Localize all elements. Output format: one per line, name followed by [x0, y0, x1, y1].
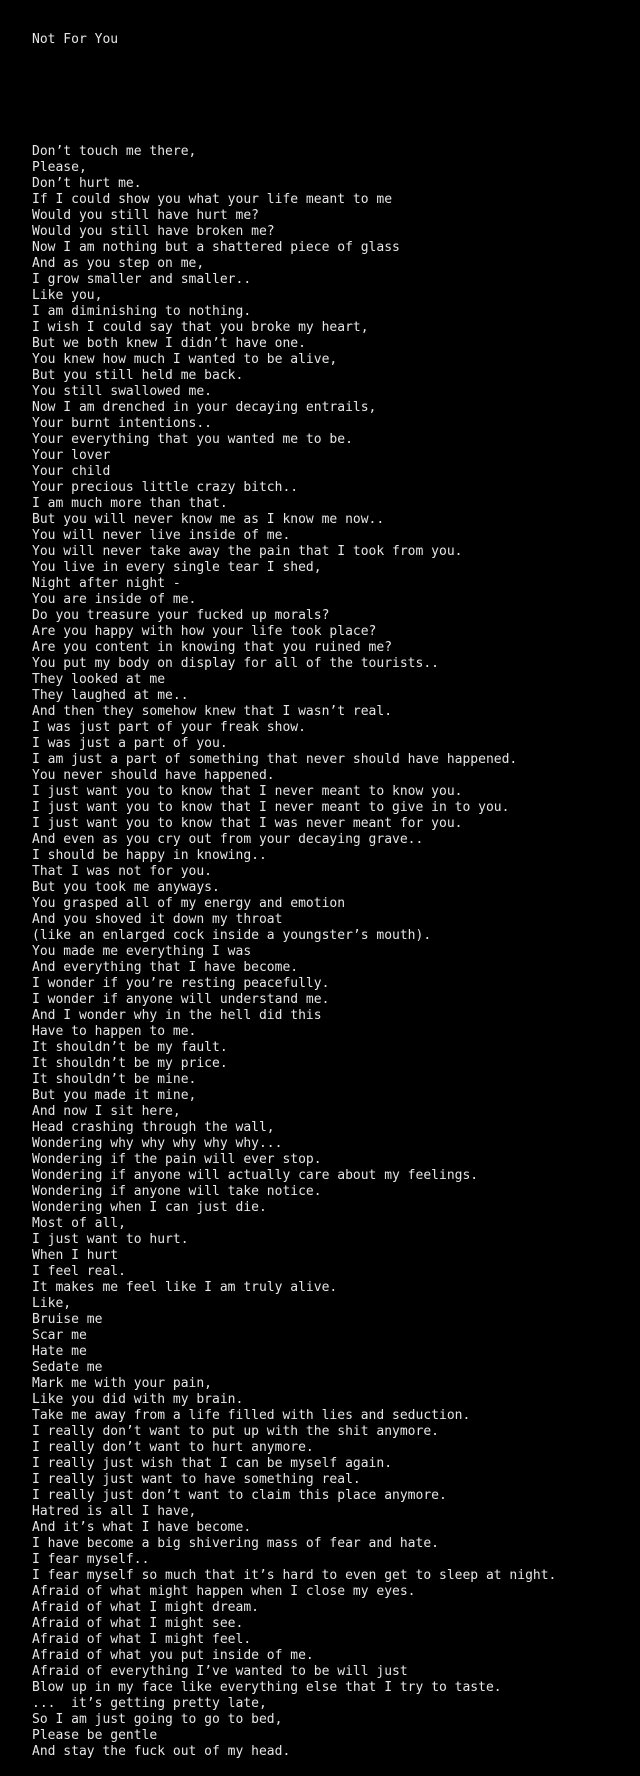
poem-title: Not For You	[32, 32, 119, 47]
title-spacer	[32, 80, 632, 112]
poem-line: I fear myself so much that it’s hard to even get to sleep at night.	[32, 1568, 557, 1583]
poem-line: I was just part of your freak show.	[32, 720, 306, 735]
poem-line: So I am just going to go to bed,	[32, 1712, 283, 1727]
poem-line: Hatred is all I have,	[32, 1504, 197, 1519]
poem-line: And even as you cry out from your decaying grave..	[32, 832, 424, 847]
poem-line: I really just want to have something real.	[32, 1472, 361, 1487]
poem-line: Please be gentle	[32, 1728, 158, 1743]
poem-line: I was just a part of you.	[32, 736, 228, 751]
poem-line: And now I sit here,	[32, 1104, 181, 1119]
poem-line: But you still held me back.	[32, 368, 244, 383]
poem-line: Most of all,	[32, 1216, 126, 1231]
poem-line: Sedate me	[32, 1360, 103, 1375]
poem-line: They laughed at me..	[32, 688, 189, 703]
poem-line: And as you step on me,	[32, 256, 205, 271]
poem-line: And stay the fuck out of my head.	[32, 1744, 291, 1759]
poem-line: I am much more than that.	[32, 496, 228, 511]
poem-line: And you shoved it down my throat	[32, 912, 283, 927]
poem-line: You will never live inside of me.	[32, 528, 291, 543]
poem-line: I just want you to know that I never meant to know you.	[32, 784, 463, 799]
poem-line: I grow smaller and smaller..	[32, 272, 252, 287]
poem-line: You still swallowed me.	[32, 384, 213, 399]
poem-line: Wondering why why why why why...	[32, 1136, 283, 1151]
poem-line: I feel real.	[32, 1264, 126, 1279]
poem-line: Your precious little crazy bitch..	[32, 480, 299, 495]
poem-line: Take me away from a life filled with lies and seduction.	[32, 1408, 471, 1423]
poem-line: Are you happy with how your life took place?	[32, 624, 377, 639]
poem-line: Like you,	[32, 288, 103, 303]
poem-line: I really don’t want to hurt anymore.	[32, 1440, 314, 1455]
poem-line: You made me everything I was	[32, 944, 252, 959]
poem-document	[32, 0, 632, 1776]
poem-line: I wonder if anyone will understand me.	[32, 992, 330, 1007]
poem-line: I just want you to know that I never meant to give in to you.	[32, 800, 510, 815]
poem-line: Afraid of what I might feel.	[32, 1632, 252, 1647]
poem-line: I wish I could say that you broke my heart,	[32, 320, 369, 335]
poem-line: Wondering if the pain will ever stop.	[32, 1152, 322, 1167]
poem-line: And I wonder why in the hell did this	[32, 1008, 322, 1023]
poem-line: Your lover	[32, 448, 111, 463]
poem-line: Your child	[32, 464, 111, 479]
poem-line: Afraid of everything I’ve wanted to be will just	[32, 1664, 408, 1679]
poem-line: Night after night -	[32, 576, 181, 591]
poem-line: ... it’s getting pretty late,	[32, 1696, 267, 1711]
poem-line: Mark me with your pain,	[32, 1376, 213, 1391]
poem-line: Like you did with my brain.	[32, 1392, 244, 1407]
poem-line: Your burnt intentions..	[32, 416, 213, 431]
poem-line: You are inside of me.	[32, 592, 197, 607]
poem-body	[32, 144, 632, 1760]
poem-line: I am just a part of something that never should have happened.	[32, 752, 518, 767]
poem-line: Now I am drenched in your decaying entrails,	[32, 400, 377, 415]
poem-line: It makes me feel like I am truly alive.	[32, 1280, 338, 1295]
poem-line: And it’s what I have become.	[32, 1520, 252, 1535]
poem-line: Do you treasure your fucked up morals?	[32, 608, 330, 623]
poem-line: I wonder if you’re resting peacefully.	[32, 976, 330, 991]
poem-line: And then they somehow knew that I wasn’t real.	[32, 704, 393, 719]
poem-line: I should be happy in knowing..	[32, 848, 267, 863]
poem-line: Scar me	[32, 1328, 87, 1343]
poem-line: But we both knew I didn’t have one.	[32, 336, 306, 351]
poem-line: Blow up in my face like everything else that I try to taste.	[32, 1680, 502, 1695]
poem-line: Hate me	[32, 1344, 87, 1359]
poem-line: It shouldn’t be my price.	[32, 1056, 228, 1071]
poem-line: Would you still have broken me?	[32, 224, 275, 239]
poem-line: I am diminishing to nothing.	[32, 304, 252, 319]
poem-line: That I was not for you.	[32, 864, 213, 879]
poem-line: Afraid of what might happen when I close my eyes.	[32, 1584, 416, 1599]
poem-line: Bruise me	[32, 1312, 103, 1327]
poem-line: You put my body on display for all of the tourists..	[32, 656, 439, 671]
poem-line: I have become a big shivering mass of fear and hate.	[32, 1536, 439, 1551]
poem-line: When I hurt	[32, 1248, 119, 1263]
poem-line: It shouldn’t be mine.	[32, 1072, 197, 1087]
poem-line: Don’t hurt me.	[32, 176, 142, 191]
poem-line: Afraid of what I might dream.	[32, 1600, 259, 1615]
poem-line: Are you content in knowing that you ruined me?	[32, 640, 393, 655]
poem-line: Wondering if anyone will take notice.	[32, 1184, 322, 1199]
poem-line: Afraid of what I might see.	[32, 1616, 244, 1631]
poem-line: You knew how much I wanted to be alive,	[32, 352, 338, 367]
poem-line: But you made it mine,	[32, 1088, 197, 1103]
poem-line: But you will never know me as I know me now..	[32, 512, 385, 527]
poem-line: I really don’t want to put up with the shit anymore.	[32, 1424, 439, 1439]
poem-line: But you took me anyways.	[32, 880, 220, 895]
poem-line: Head crashing through the wall,	[32, 1120, 275, 1135]
poem-line: I really just don’t want to claim this place anymore.	[32, 1488, 447, 1503]
poem-line: Have to happen to me.	[32, 1024, 197, 1039]
poem-line: (like an enlarged cock inside a youngster’s mouth).	[32, 928, 432, 943]
poem-line: Your everything that you wanted me to be.	[32, 432, 353, 447]
poem-line: And everything that I have become.	[32, 960, 299, 975]
poem-line: Now I am nothing but a shattered piece of glass	[32, 240, 400, 255]
poem-line: You will never take away the pain that I took from you.	[32, 544, 463, 559]
poem-line: You grasped all of my energy and emotion	[32, 896, 346, 911]
poem-line: It shouldn’t be my fault.	[32, 1040, 228, 1055]
poem-line: Wondering if anyone will actually care about my feelings.	[32, 1168, 479, 1183]
poem-line: Afraid of what you put inside of me.	[32, 1648, 314, 1663]
poem-line: Would you still have hurt me?	[32, 208, 259, 223]
poem-line: They looked at me	[32, 672, 166, 687]
poem-line: I really just wish that I can be myself again.	[32, 1456, 393, 1471]
poem-line: If I could show you what your life meant to me	[32, 192, 393, 207]
poem-line: Please,	[32, 160, 87, 175]
poem-line: You never should have happened.	[32, 768, 275, 783]
poem-line: I just want to hurt.	[32, 1232, 189, 1247]
poem-line: I fear myself..	[32, 1552, 150, 1567]
poem-line: Wondering when I can just die.	[32, 1200, 267, 1215]
poem-line: Don’t touch me there,	[32, 144, 197, 159]
poem-line: Like,	[32, 1296, 72, 1311]
poem-line: I just want you to know that I was never meant for you.	[32, 816, 463, 831]
poem-line: You live in every single tear I shed,	[32, 560, 322, 575]
